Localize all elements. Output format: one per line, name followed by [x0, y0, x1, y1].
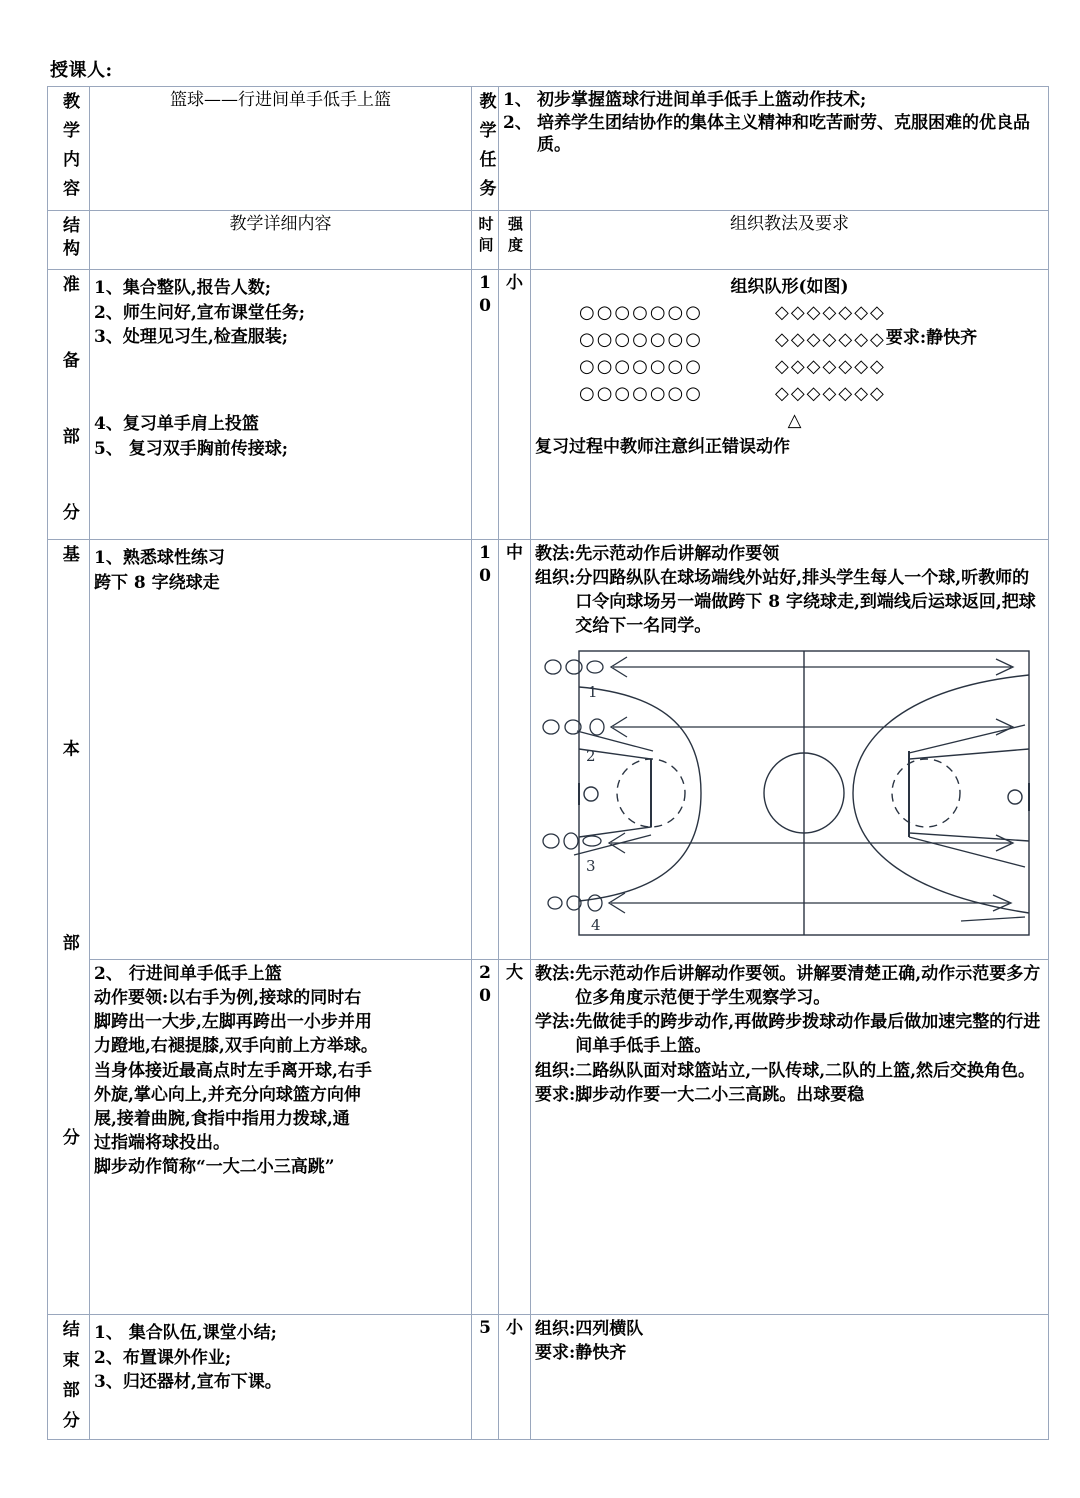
cell-intensity-header [499, 211, 531, 270]
table-row-ending [48, 1315, 1049, 1440]
cell-time-header [472, 211, 499, 270]
header-organization: 组织教法及要求 [531, 211, 1049, 270]
task-text: 初步掌握篮球行进间单手低手上篮动作技术; [537, 90, 867, 110]
cell-task-label [472, 87, 499, 211]
list-item: 5、 复习双手胸前传接球; [94, 438, 289, 459]
header-intensity: 强度 [506, 216, 524, 258]
list-item: 3、归还器材,宣布下课。 [94, 1372, 282, 1393]
task-item [503, 89, 1044, 112]
intensity-basic2: 大 [499, 960, 531, 1315]
diamond-row: ◇◇◇◇◇◇◇ [775, 328, 886, 350]
org-text: 先示范动作后讲解动作要领。讲解要清楚正确,动作示范要多方位多角度示范便于学生观察学习。 [575, 964, 1041, 1009]
org-label: 组织: [535, 568, 576, 589]
basic2-line: 过指端将球投出。 [94, 1132, 230, 1153]
diamond-row: ◇◇◇◇◇◇◇ [775, 355, 886, 377]
cell-structure-header [48, 211, 90, 270]
time-preparation [472, 270, 499, 540]
org-text: 先做徒手的跨步动作,再做跨步拨球动作最后做加速完整的行进间单手低手上篮。 [575, 1012, 1041, 1057]
time-digit-2: 0 [479, 565, 491, 586]
label-preparation-part: 准备部分 [58, 275, 79, 520]
cell-basic2-content [90, 960, 472, 1315]
cell-preparation-content [90, 270, 472, 540]
circle-row: ○○○○○○○ [579, 328, 703, 350]
list-item: 1、熟悉球性练习 [94, 548, 225, 568]
time-basic1 [472, 540, 499, 960]
org-paragraph [535, 542, 1044, 566]
movement-arrows [574, 657, 1025, 921]
org-paragraph [535, 1059, 1044, 1083]
org-text: 先示范动作后讲解动作要领 [575, 544, 780, 564]
lane-number-4: 4 [591, 915, 601, 934]
list-item: 2、师生问好,宣布课堂任务; [94, 302, 306, 323]
basic2-line: 外旋,掌心向上,并充分向球篮方向伸 [94, 1084, 361, 1105]
time-digit-1: 1 [479, 273, 491, 293]
cell-structure-ending [48, 1315, 90, 1440]
table-row-header [48, 211, 1049, 270]
basic2-line: 脚跨出一大步,左脚再跨出一小步并用 [94, 1012, 372, 1033]
org-text: 分四路纵队在球场端线外站好,排头学生每人一个球,听教师的口令向球场另一端做跨下 8 字绕球走,到端线后运球返回,把球交给下一名同学。 [575, 568, 1036, 637]
intensity-preparation: 小 [499, 270, 531, 540]
basketball-court-diagram [535, 639, 1044, 945]
teacher-label: 授课人: [50, 60, 113, 81]
org-paragraph [535, 1341, 1044, 1365]
player-marker [564, 833, 578, 849]
table-row-content [48, 87, 1049, 211]
player-marker [548, 897, 562, 909]
return-path-lower-right [909, 837, 1025, 867]
table-row-basic-2 [48, 960, 1049, 1315]
basic1-list [94, 542, 467, 595]
org-paragraph [535, 566, 1044, 638]
header-structure: 结构 [59, 216, 79, 262]
teaching-tasks [499, 87, 1049, 211]
table-row-preparation [48, 270, 1049, 540]
player-marker [545, 660, 561, 674]
player-marker [588, 895, 602, 911]
player-marker [543, 834, 559, 848]
return-path-bottom-right [961, 917, 1025, 921]
basic2-line: 当身体接近最高点时左手离开球,右手 [94, 1060, 372, 1081]
org-text: 四列横队 [575, 1319, 644, 1339]
task-text: 培养学生团结协作的集体主义精神和吃苦耐劳、克服困难的优良品质。 [537, 112, 1030, 156]
circle-row: ○○○○○○○ [579, 382, 703, 404]
list-item: 2、布置课外作业; [94, 1347, 232, 1368]
task-item [503, 112, 1044, 157]
formation-row [535, 380, 1044, 407]
formation-requirement: 要求:静快齐 [885, 328, 978, 349]
org-label: 要求: [535, 1343, 576, 1364]
org-text: 二路纵队面对球篮站立,一队传球,二队的上篮,然后交换角色。 [575, 1060, 1036, 1081]
table-row-basic-1 [48, 540, 1049, 960]
cell-basic1-organization [531, 540, 1049, 960]
player-marker [543, 720, 559, 734]
right-basket-hoop [1008, 790, 1022, 804]
list-item: 1、集合整队,报告人数; [94, 278, 272, 298]
basic2-text [94, 962, 467, 1179]
org-label: 组织: [535, 1319, 576, 1339]
label-ending-part: 结束部分 [58, 1320, 79, 1428]
basic2-heading: 2、 行进间单手低手上篮 [94, 964, 282, 984]
list-item: 4、复习单手肩上投篮 [94, 413, 259, 434]
right-free-throw-circle [892, 759, 960, 827]
basic2-line: 动作要领:以右手为例,接球的同时右 [94, 988, 362, 1009]
time-digit-1: 2 [479, 963, 491, 983]
basic2-line: 展,接着曲腕,食指中指用力拨球,通 [94, 1108, 350, 1129]
organization-title: 组织队形(如图) [730, 277, 849, 297]
ending-list [94, 1317, 467, 1395]
cell-basic1-content [90, 540, 472, 960]
diamond-row: ◇◇◇◇◇◇◇ [775, 382, 886, 404]
player-marker [587, 661, 603, 673]
task-number: 2、 [503, 112, 532, 133]
cell-structure-basic [48, 540, 90, 1315]
formation-diagram [535, 299, 1044, 434]
right-key [909, 749, 1029, 841]
lane-number-2: 2 [586, 746, 596, 765]
time-digit-1: 1 [479, 543, 491, 563]
intensity-ending: 小 [499, 1315, 531, 1440]
basic2-line: 力蹬地,右褪提膝,双手向前上方举球。 [94, 1036, 378, 1057]
diamond-row: ◇◇◇◇◇◇◇ [775, 301, 886, 323]
org-text: 静快齐 [575, 1343, 627, 1364]
header-time: 时间 [476, 216, 495, 258]
time-digit-2: 0 [479, 985, 491, 1006]
return-path-upper-right [909, 725, 1025, 753]
cell-ending-organization [531, 1315, 1049, 1440]
org-paragraph [535, 1083, 1044, 1107]
cell-preparation-organization [531, 270, 1049, 540]
intensity-basic1: 中 [499, 540, 531, 960]
right-three-point-arc [853, 675, 1029, 913]
org-text: 脚步动作要一大二小三高跳。出球要稳 [575, 1084, 865, 1105]
preparation-list [94, 272, 467, 350]
formation-row [535, 326, 1044, 353]
org-paragraph [535, 1317, 1044, 1341]
player-marker [583, 836, 601, 846]
org-label: 教法: [535, 544, 576, 564]
list-item: 跨下 8 字绕球走 [94, 572, 220, 593]
cell-basic2-organization [531, 960, 1049, 1315]
basic2-line: 脚步动作简称“一大二小三高跳” [94, 1157, 335, 1177]
time-basic2 [472, 960, 499, 1315]
list-item: 1、 集合队伍,课堂小结; [94, 1323, 277, 1343]
label-teaching-task: 教学任务 [475, 92, 496, 208]
org-label: 教法: [535, 964, 576, 984]
spacer [94, 350, 467, 408]
org-label: 要求: [535, 1084, 576, 1105]
preparation-list-2 [94, 408, 467, 461]
org-paragraph [535, 1010, 1044, 1058]
formation-row [535, 299, 1044, 326]
label-basic-part: 基本部分 [58, 545, 79, 1145]
left-basket-hoop [584, 787, 598, 801]
cell-ending-content [90, 1315, 472, 1440]
task-number: 1、 [503, 90, 532, 110]
lane-number-3: 3 [586, 856, 596, 875]
time-digit-2: 0 [479, 295, 491, 316]
org-label: 组织: [535, 1060, 576, 1081]
org-label: 学法: [535, 1012, 576, 1033]
lesson-title: 篮球——行进间单手低手上篮 [90, 87, 472, 211]
formation-row [535, 353, 1044, 380]
time-ending: 5 [472, 1315, 499, 1440]
label-teaching-content: 教学内容 [59, 92, 79, 208]
cell-content-label [48, 87, 90, 211]
lane-number-1: 1 [588, 682, 598, 701]
lesson-plan-table [47, 86, 1049, 1440]
list-item: 3、处理见习生,检查服装; [94, 327, 289, 348]
organization-note: 复习过程中教师注意纠正错误动作 [535, 436, 790, 457]
player-marker [590, 719, 604, 735]
teacher-position-marker: △ [787, 409, 802, 431]
org-paragraph [535, 962, 1044, 1010]
header-detail-content: 教学详细内容 [90, 211, 472, 270]
court-svg [541, 645, 1041, 941]
cell-structure-preparation [48, 270, 90, 540]
circle-row: ○○○○○○○ [579, 301, 703, 323]
circle-row: ○○○○○○○ [579, 355, 703, 377]
